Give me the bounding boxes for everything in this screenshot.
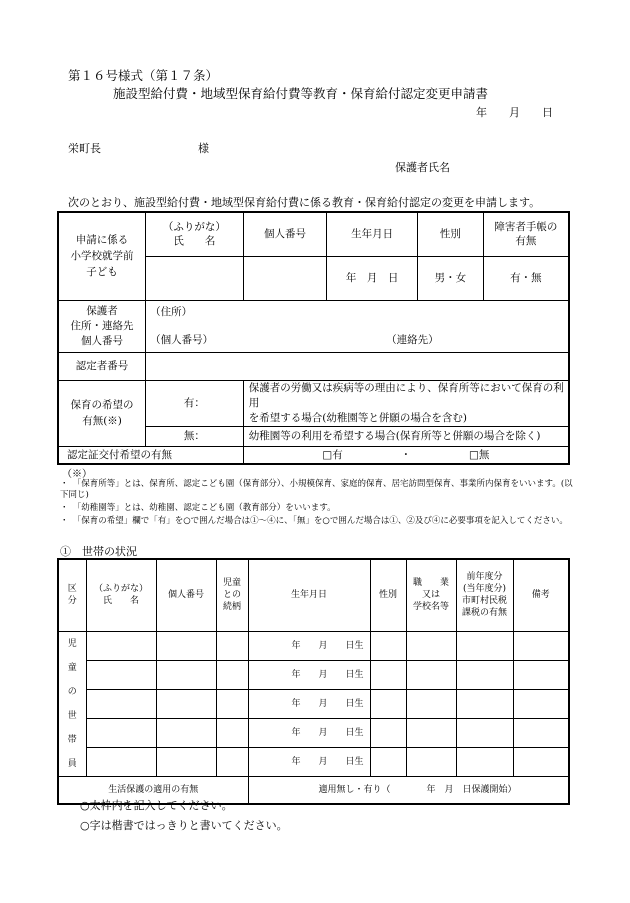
category-header: 区 分 <box>58 559 86 631</box>
member-birth-cell[interactable]: 年 月 日生 <box>248 660 370 689</box>
cert-card-label: 認定証交付希望の有無 <box>58 446 243 464</box>
cert-card-options <box>243 446 569 464</box>
member-number-header: 個人番号 <box>156 559 216 631</box>
member-relation-cell[interactable] <box>216 689 248 718</box>
member-relation-cell[interactable] <box>216 631 248 660</box>
form-number: 第１６号様式（第１７条） <box>68 68 219 83</box>
member-gender-cell[interactable] <box>370 689 406 718</box>
hope-no-label[interactable]: 無： <box>146 426 244 446</box>
member-occupation-cell[interactable] <box>406 689 456 718</box>
member-name-cell[interactable] <box>86 747 156 776</box>
members-label-char: 帯 <box>67 734 77 745</box>
birth-date-header: 生年月日 <box>327 212 418 256</box>
guardian-info-field[interactable] <box>146 300 569 352</box>
cert-dot: ・ <box>400 448 412 461</box>
note-item-3: ・ 「保育の希望」欄で「有」を○で囲んだ場合は①～④に、「無」を○で囲んだ場合は①、②及び④に必要事項を記入してください。 <box>60 516 568 526</box>
guardian-name-label: 保護者氏名 <box>395 161 450 174</box>
household-section-title: ① 世帯の状況 <box>60 545 137 558</box>
members-label-char: 員 <box>67 758 77 769</box>
addressee: 栄町長 <box>68 142 101 155</box>
footer-line-1: ○太枠内を記入してください。 <box>80 799 233 812</box>
household-table <box>57 558 570 805</box>
gender-header: 性別 <box>417 212 483 256</box>
member-occupation-cell[interactable] <box>406 747 456 776</box>
member-tax-cell[interactable] <box>456 718 513 747</box>
member-tax-cell[interactable] <box>456 747 513 776</box>
member-remarks-cell[interactable] <box>513 747 569 776</box>
member-relation-cell[interactable] <box>216 660 248 689</box>
member-number-cell[interactable] <box>156 631 216 660</box>
application-table <box>57 211 570 465</box>
relation-header: 児童 との 続柄 <box>216 559 248 631</box>
note-item-1: ・ 「保育所等」とは、保育所、認定こども園（保育部分）、小規模保育、家庭的保育、居宅訪問型保育、事業所内保育をいいます。(以下同じ) <box>60 479 573 500</box>
personal-number-header: 個人番号 <box>243 212 327 256</box>
hope-yes-label[interactable]: 有： <box>146 380 244 426</box>
member-name-header: （ふりがな） 氏 名 <box>86 559 156 631</box>
member-remarks-cell[interactable] <box>513 689 569 718</box>
contact-label: （連絡先） <box>386 333 439 346</box>
hope-yes-text: 保護者の労働又は疾病等の理由により、保育所等において保育の利用 を希望する場合(幼稚園等と併願の場合を含む) <box>243 380 569 426</box>
date-line: 年 月 日 <box>476 106 553 119</box>
member-gender-cell[interactable] <box>370 718 406 747</box>
intro-text: 次のとおり、施設型給付費・地域型保育給付費に係る教育・保育給付認定の変更を申請します。 <box>68 196 541 209</box>
footer-line-2: ○字は楷書ではっきりと書いてください。 <box>80 819 288 832</box>
members-label <box>58 631 86 776</box>
cert-yes-option[interactable]: □有 <box>322 448 343 461</box>
members-label-char: 世 <box>67 710 77 721</box>
member-tax-cell[interactable] <box>456 689 513 718</box>
member-remarks-cell[interactable] <box>513 631 569 660</box>
welfare-label: 生活保護の適用の有無 <box>58 776 248 804</box>
member-gender-cell[interactable] <box>370 660 406 689</box>
child-label: 申請に係る 小学校就学前 子ども <box>58 212 146 300</box>
table-row <box>58 631 569 660</box>
members-label-char: 童 <box>67 662 77 673</box>
welfare-value[interactable]: 適用無し・有り（ 年 月 日保護開始） <box>248 776 569 804</box>
member-gender-cell[interactable] <box>370 631 406 660</box>
member-gender-header: 性別 <box>370 559 406 631</box>
member-remarks-cell[interactable] <box>513 660 569 689</box>
member-number-cell[interactable] <box>156 747 216 776</box>
member-name-cell[interactable] <box>86 689 156 718</box>
guardian-number-label: （個人番号） <box>150 333 214 346</box>
member-number-cell[interactable] <box>156 718 216 747</box>
child-name-field[interactable] <box>146 256 244 300</box>
cert-no-option[interactable]: □無 <box>468 448 490 461</box>
member-birth-cell[interactable]: 年 月 日生 <box>248 631 370 660</box>
child-gender-field[interactable]: 男・女 <box>417 256 483 300</box>
hope-label: 保育の希望の 有無(※) <box>58 380 146 446</box>
member-tax-cell[interactable] <box>456 631 513 660</box>
members-label-char: 児 <box>67 638 77 649</box>
member-name-cell[interactable] <box>86 660 156 689</box>
member-birth-header: 生年月日 <box>248 559 370 631</box>
table-row <box>58 718 569 747</box>
disability-header: 障害者手帳の 有無 <box>483 212 569 256</box>
member-relation-cell[interactable] <box>216 718 248 747</box>
member-occupation-cell[interactable] <box>406 660 456 689</box>
member-remarks-cell[interactable] <box>513 718 569 747</box>
hope-no-text: 幼稚園等の利用を希望する場合(保育所等と併願の場合を除く) <box>243 426 569 446</box>
address-label: （住所） <box>150 305 193 318</box>
member-birth-cell[interactable]: 年 月 日生 <box>248 689 370 718</box>
child-disability-field[interactable]: 有・無 <box>483 256 569 300</box>
member-number-cell[interactable] <box>156 689 216 718</box>
members-label-char: の <box>67 686 77 697</box>
cert-number-label: 認定者番号 <box>58 352 146 380</box>
member-birth-cell[interactable]: 年 月 日生 <box>248 747 370 776</box>
note-item-2: ・ 「幼稚園等」とは、幼稚園、認定こども園（教育部分）をいいます。 <box>60 503 336 513</box>
table-row <box>58 747 569 776</box>
member-occupation-cell[interactable] <box>406 718 456 747</box>
child-number-field[interactable] <box>243 256 327 300</box>
member-name-cell[interactable] <box>86 631 156 660</box>
member-gender-cell[interactable] <box>370 747 406 776</box>
member-occupation-cell[interactable] <box>406 631 456 660</box>
furigana-name-header: （ふりがな） 氏 名 <box>146 212 244 256</box>
member-number-cell[interactable] <box>156 660 216 689</box>
table-row <box>58 689 569 718</box>
member-name-cell[interactable] <box>86 718 156 747</box>
child-birth-field[interactable]: 年 月 日 <box>327 256 418 300</box>
form-title: 施設型給付費・地域型保育給付費等教育・保育給付認定変更申請書 <box>113 86 489 101</box>
tax-header: 前年度分 (当年度分) 市町村民税 課税の有無 <box>456 559 513 631</box>
notes-mark: （※） <box>62 469 92 480</box>
member-tax-cell[interactable] <box>456 660 513 689</box>
member-relation-cell[interactable] <box>216 747 248 776</box>
sama-label: 様 <box>198 142 209 155</box>
remarks-header: 備考 <box>513 559 569 631</box>
occupation-header: 職 業 又は 学校名等 <box>406 559 456 631</box>
table-row <box>58 660 569 689</box>
member-birth-cell[interactable]: 年 月 日生 <box>248 718 370 747</box>
cert-number-field[interactable] <box>146 352 569 380</box>
guardian-label: 保護者 住所・連絡先 個人番号 <box>58 300 146 352</box>
